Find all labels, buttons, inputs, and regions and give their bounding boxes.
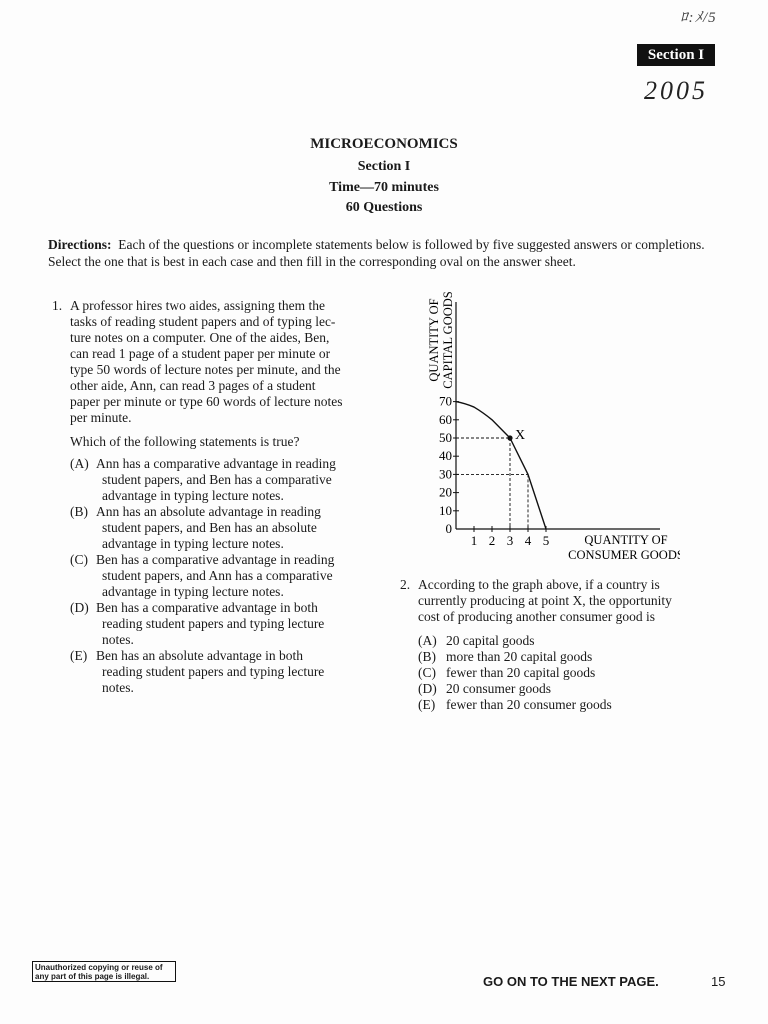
x-tick-label: 1: [470, 533, 478, 548]
option-letter: (E): [70, 648, 88, 663]
y-tick-label: 70: [439, 393, 452, 409]
x-tick-label: 3: [506, 533, 514, 548]
y-tick-label: 30: [439, 466, 452, 482]
question-line: A professor hires two aides, assigning them the: [70, 298, 325, 313]
question-line: tasks of reading student papers and of typing lec-: [70, 314, 336, 329]
answer-option-e: [418, 697, 690, 713]
question-line: per minute.: [70, 410, 132, 425]
y-tick-label: 10: [439, 502, 452, 518]
point-x-marker: [507, 435, 512, 440]
y-axis-label-line: QUANTITY OF: [427, 298, 441, 382]
answer-option-b: [70, 504, 352, 552]
y-tick-label: 60: [439, 411, 452, 427]
option-letter: (B): [70, 504, 88, 519]
option-letter: (D): [418, 681, 437, 696]
directions-text: Each of the questions or incomplete statements below is followed by five suggested answers or completions. Select the one that is best in each case and then fill in the corresponding oval on the answer sheet.: [48, 237, 705, 269]
option-text: more than 20 capital goods: [446, 649, 593, 664]
option-text: 20 capital goods: [446, 633, 535, 648]
handwritten-top-mark: ﾛ:ﾒ/5: [680, 10, 717, 26]
option-letter: (D): [70, 600, 89, 615]
section-heading: Section I: [357, 159, 411, 174]
question-line: According to the graph above, if a country is: [418, 577, 660, 592]
answer-option-a: [70, 456, 352, 504]
question-line: other aide, Ann, can read 3 pages of a student: [70, 378, 316, 393]
answer-option-d: [418, 681, 690, 697]
question-number: 1.: [52, 298, 63, 313]
option-line: student papers, and Ben has an absolute: [102, 520, 317, 535]
ppf-curve: [456, 402, 546, 529]
question-line: currently producing at point X, the opportunity: [418, 593, 672, 608]
directions-label: Directions:: [48, 237, 112, 252]
option-line: advantage in typing lecture notes.: [102, 488, 284, 503]
section-badge: Section I: [637, 44, 715, 66]
option-text: fewer than 20 capital goods: [446, 665, 596, 680]
page-number: 15: [711, 974, 726, 989]
notice-line: Unauthorized copying or reuse of: [35, 963, 163, 972]
time-heading: Time—70 minutes: [329, 180, 439, 195]
option-line: notes.: [102, 680, 134, 695]
page-title: MICROECONOMICS: [310, 136, 458, 152]
point-x-label: X: [515, 428, 526, 443]
option-letter: (C): [418, 665, 436, 680]
x-axis-label: [568, 533, 680, 562]
option-line: reading student papers and typing lecture: [102, 616, 325, 631]
y-axis-label-line: CAPITAL GOODS: [441, 291, 455, 389]
y-axis-label: [427, 291, 455, 389]
x-axis-label-line: QUANTITY OF: [584, 533, 668, 547]
option-line: notes.: [102, 632, 134, 647]
answer-option-d: [70, 600, 352, 648]
question-text: [70, 298, 352, 426]
question-line: cost of producing another consumer good is: [418, 609, 655, 624]
answer-option-a: [418, 633, 690, 649]
notice-line: any part of this page is illegal.: [35, 972, 150, 981]
x-tick-label: 5: [542, 533, 550, 548]
question-line: can read 1 page of a student paper per minute or: [70, 346, 331, 361]
option-letter: (A): [70, 456, 89, 471]
answer-option-c: [418, 665, 690, 681]
x-tick-label: 2: [488, 533, 496, 548]
option-line: advantage in typing lecture notes.: [102, 584, 284, 599]
x-axis-label-line: CONSUMER GOODS: [568, 548, 680, 562]
y-tick-label: 50: [439, 430, 452, 445]
question-line: paper per minute or type 60 words of lecture notes: [70, 394, 343, 409]
handwritten-year: 2005: [644, 76, 708, 105]
y-tick-label: 20: [439, 484, 452, 500]
option-line: Ben has a comparative advantage in reading: [96, 552, 335, 567]
ppf-chart: [420, 290, 680, 570]
question-line: type 50 words of lecture notes per minute, and the: [70, 362, 341, 377]
option-letter: (C): [70, 552, 88, 567]
option-line: Ben has an absolute advantage in both: [96, 648, 303, 663]
y-tick-label: 0: [445, 521, 452, 536]
answer-option-e: [70, 648, 352, 696]
option-line: Ann has a comparative advantage in reading: [96, 456, 336, 471]
option-line: student papers, and Ben has a comparative: [102, 472, 332, 487]
question-count-heading: 60 Questions: [345, 200, 423, 215]
option-line: Ann has an absolute advantage in reading: [96, 504, 321, 519]
option-letter: (E): [418, 697, 436, 712]
ppf-chart-svg: [420, 290, 680, 565]
option-line: advantage in typing lecture notes.: [102, 536, 284, 551]
option-line: student papers, and Ann has a comparative: [102, 568, 333, 583]
directions: [48, 236, 728, 270]
option-line: reading student papers and typing lecture: [102, 664, 325, 679]
answer-option-b: [418, 649, 690, 665]
question-stem: Which of the following statements is true?: [70, 434, 300, 449]
option-letter: (B): [418, 649, 436, 664]
option-text: fewer than 20 consumer goods: [446, 697, 612, 712]
go-on-label: GO ON TO THE NEXT PAGE.: [483, 974, 659, 989]
y-tick-label: 40: [439, 448, 452, 464]
question-number: 2.: [400, 577, 411, 592]
option-text: 20 consumer goods: [446, 681, 551, 696]
option-letter: (A): [418, 633, 437, 648]
question-1: [52, 298, 352, 696]
copyright-notice: [32, 961, 176, 982]
x-tick-label: 4: [524, 533, 532, 548]
option-line: Ben has a comparative advantage in both: [96, 600, 318, 615]
answer-option-c: [70, 552, 352, 600]
question-2: [400, 577, 690, 713]
question-line: ture notes on a computer. One of the aides, Ben,: [70, 330, 330, 345]
